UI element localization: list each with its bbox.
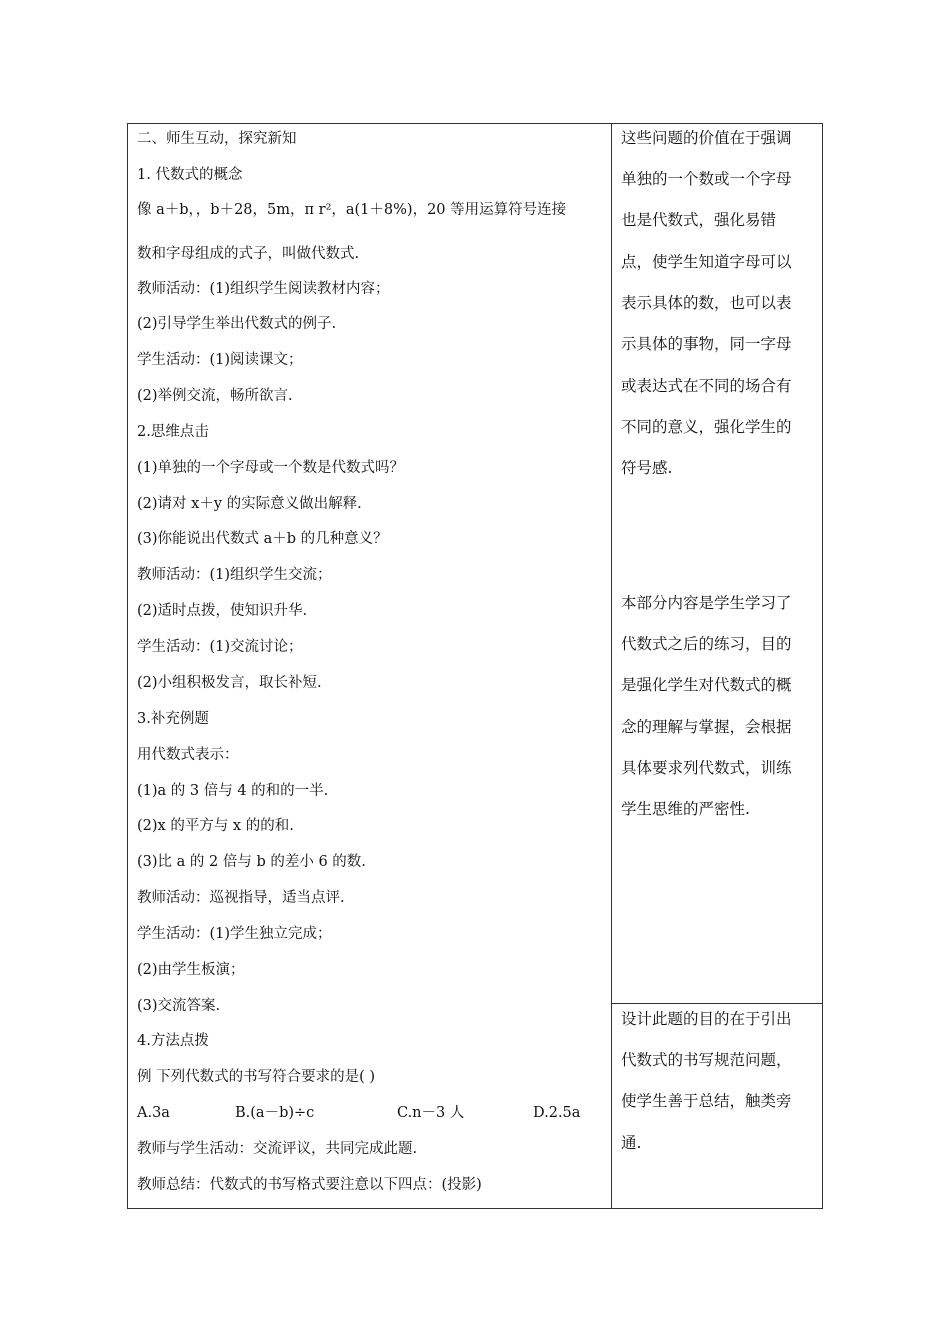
text-line: (2)举例交流，畅所欲言. <box>137 388 293 404</box>
example-question: 例 下列代数式的书写符合要求的是( ) <box>137 1069 376 1085</box>
note-line: 代数式之后的练习，目的 <box>621 635 792 653</box>
text-line: 学生活动：(1)交流讨论； <box>137 639 303 655</box>
note-line: 也是代数式，强化易错 <box>621 211 777 229</box>
option-d: D.2.5a <box>533 1105 581 1121</box>
text-line: (2)由学生板演； <box>137 962 245 978</box>
text-line: (2)适时点拨，使知识升华. <box>137 603 308 619</box>
note-line: 设计此题的目的在于引出 <box>621 1010 792 1028</box>
note-line: 通. <box>621 1134 642 1152</box>
text-line: 教师活动：巡视指导，适当点评. <box>137 890 345 906</box>
text-line: (1)a 的 3 倍与 4 的和的一半. <box>137 783 329 799</box>
text-line: 教师总结：代数式的书写格式要注意以下四点：(投影) <box>137 1177 482 1193</box>
text-line: (3)你能说出代数式 a＋b 的几种意义？ <box>137 531 388 547</box>
column-divider <box>611 124 612 1208</box>
text-line: 数和字母组成的式子，叫做代数式. <box>137 246 360 262</box>
note-line: 使学生善于总结，触类旁 <box>621 1092 792 1110</box>
answer-options <box>137 1103 587 1123</box>
note-line: 或表达式在不同的场合有 <box>621 377 792 395</box>
note-line: 代数式的书写规范问题， <box>621 1051 792 1069</box>
note-line: 符号感. <box>621 459 673 477</box>
text-line: 学生活动：(1)学生独立完成； <box>137 926 332 942</box>
option-c: C.n－3 人 <box>397 1105 465 1121</box>
subheading-method: 4.方法点拨 <box>137 1033 209 1049</box>
text-line: 教师活动：(1)组织学生阅读教材内容； <box>137 281 390 297</box>
note-line: 这些问题的价值在于强调 <box>621 129 792 147</box>
subheading-thinking: 2.思维点击 <box>137 424 209 440</box>
text-line: (2)小组积极发言，取长补短. <box>137 675 322 691</box>
text-line: (2)请对 x＋y 的实际意义做出解释. <box>137 496 362 512</box>
note-line: 不同的意义，强化学生的 <box>621 418 792 436</box>
text-line: (1)单独的一个字母或一个数是代数式吗？ <box>137 460 405 476</box>
subheading-examples: 3.补充例题 <box>137 711 209 727</box>
text-line: 学生活动：(1)阅读课文； <box>137 352 303 368</box>
note-line: 念的理解与掌握，会根据 <box>621 718 792 736</box>
text-line: 用代数式表示： <box>137 747 239 763</box>
note-line: 表示具体的数，也可以表 <box>621 294 792 312</box>
section-heading: 二、师生互动，探究新知 <box>137 131 297 147</box>
text-line: 教师与学生活动：交流评议，共同完成此题. <box>137 1141 418 1157</box>
option-b: B.(a－b)÷c <box>235 1105 315 1121</box>
option-a: A.3a <box>137 1105 170 1121</box>
text-line: 教师活动：(1)组织学生交流； <box>137 567 332 583</box>
row-divider <box>612 1003 822 1004</box>
note-line: 学生思维的严密性. <box>621 800 750 818</box>
note-line: 具体要求列代数式，训练 <box>621 759 792 777</box>
note-line: 本部分内容是学生学习了 <box>621 594 792 612</box>
note-line: 单独的一个数或一个字母 <box>621 170 792 188</box>
lesson-table <box>127 123 823 1209</box>
text-line: (3)交流答案. <box>137 998 221 1014</box>
text-line: (2)x 的平方与 x 的的和. <box>137 818 294 834</box>
note-line: 是强化学生对代数式的概 <box>621 676 792 694</box>
text-line: (3)比 a 的 2 倍与 b 的差小 6 的数. <box>137 854 366 870</box>
note-line: 点，使学生知道字母可以 <box>621 253 792 271</box>
text-line: 像 a＋b，，b＋28，5m，π r²，a(1＋8%)，20 等用运算符号连接 <box>137 202 567 218</box>
text-line: (2)引导学生举出代数式的例子. <box>137 316 337 332</box>
subheading-concept: 1. 代数式的概念 <box>137 167 243 183</box>
note-line: 示具体的事物，同一字母 <box>621 335 792 353</box>
